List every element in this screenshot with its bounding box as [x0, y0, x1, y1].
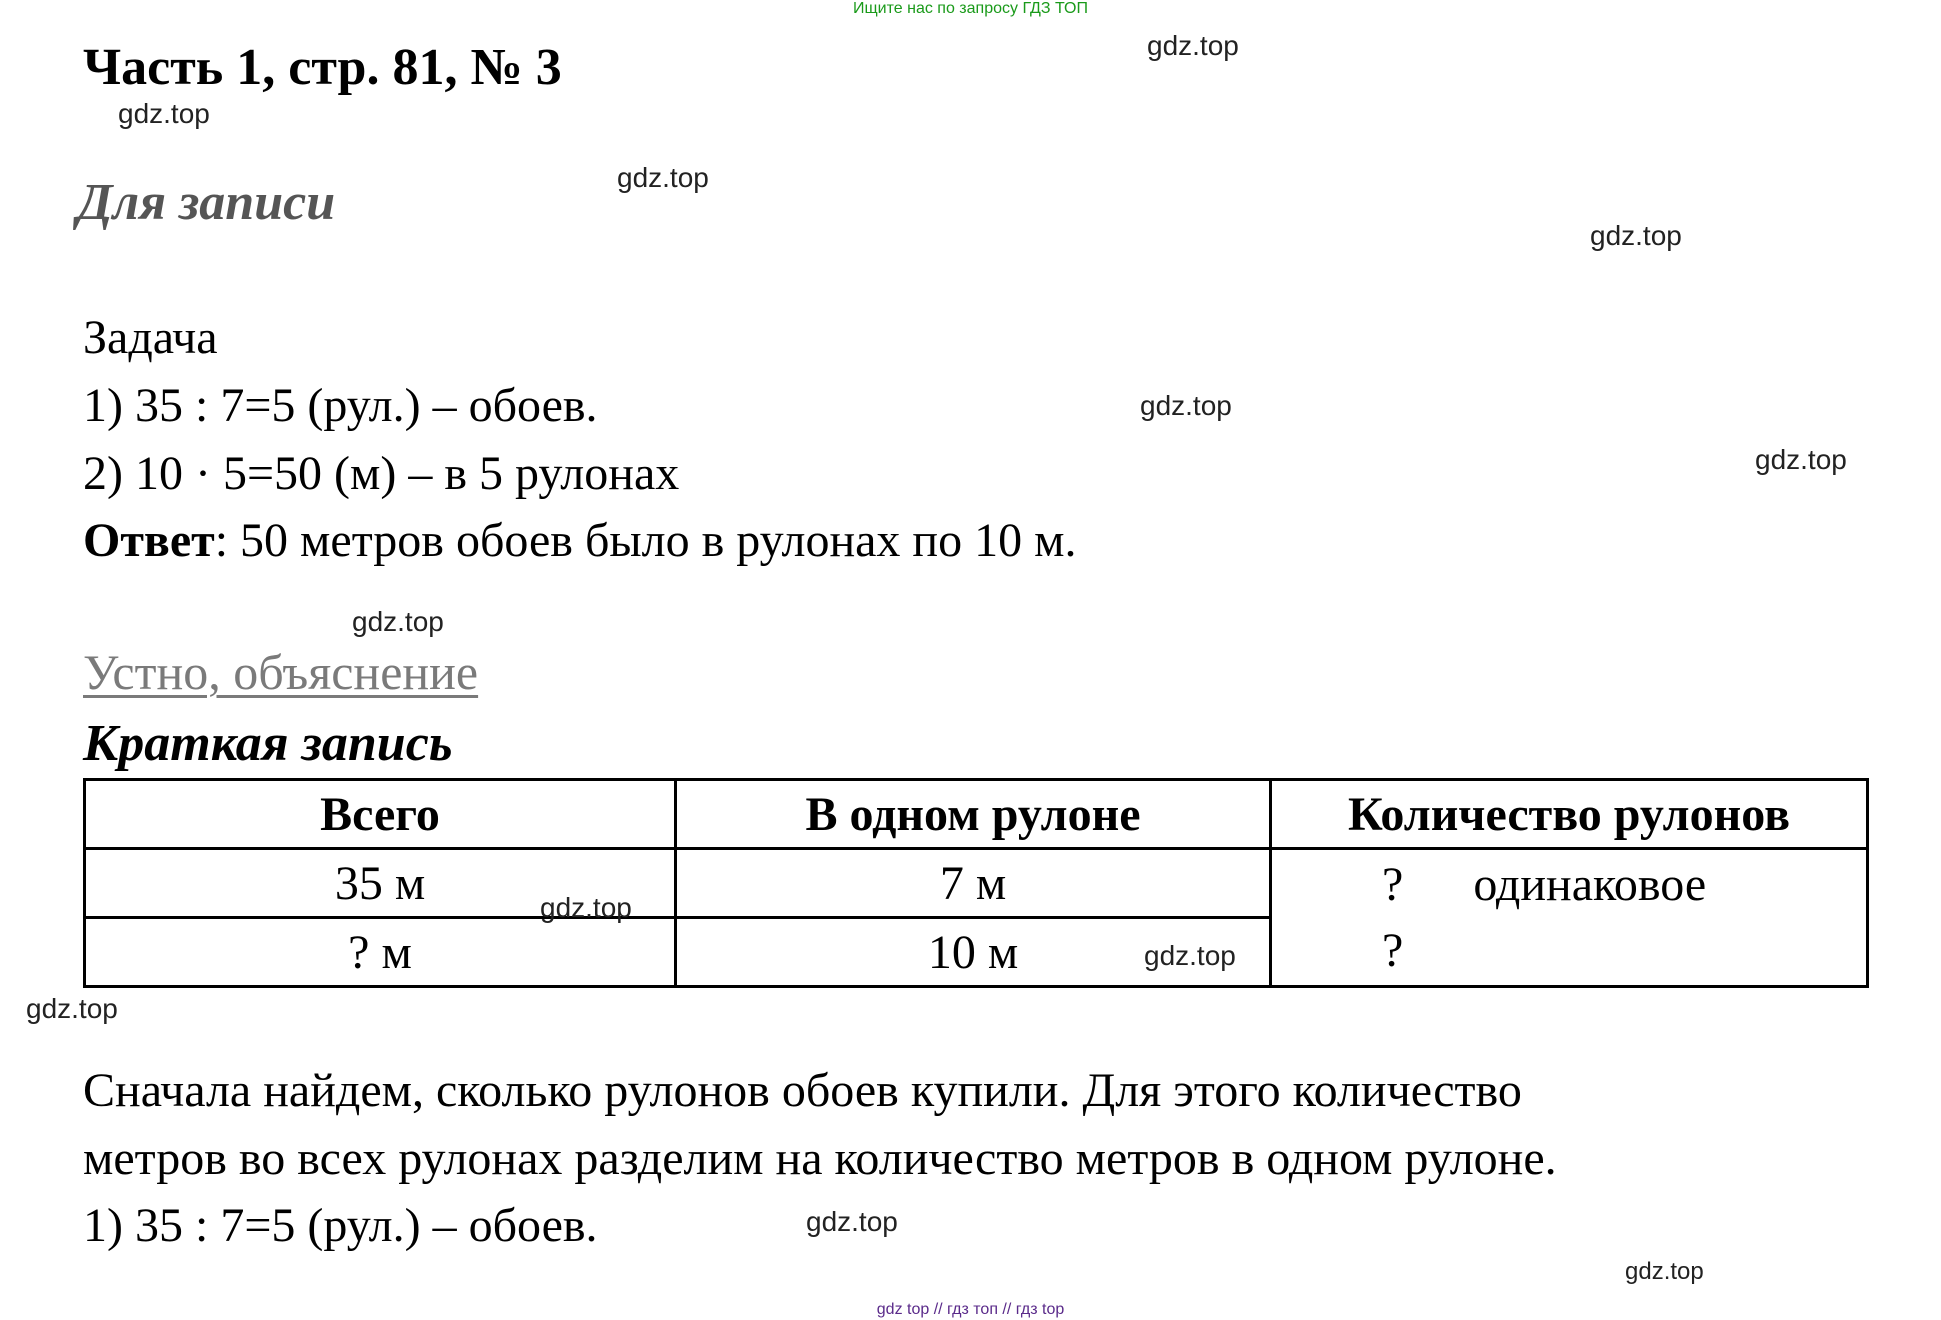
cell-total: 35 м [85, 849, 676, 918]
cell-roll-count [1271, 849, 1868, 987]
promo-banner-bottom: gdz top // гдз топ // гдз top [876, 1301, 1065, 1318]
watermark: gdz.top [352, 606, 444, 637]
short-record-heading: Краткая запись [83, 715, 453, 772]
answer-label: Ответ [83, 514, 215, 567]
header-total: Всего [85, 780, 676, 849]
page-title: Часть 1, стр. 81, № 3 [83, 39, 562, 96]
watermark: gdz.top [540, 892, 632, 923]
promo-banner-top: Ищите нас по запросу ГДЗ ТОП [853, 0, 1088, 17]
oral-explanation-heading: Устно, объяснение [83, 644, 479, 700]
table-row [85, 849, 1868, 918]
roll-count-question-2: ? [1382, 923, 1404, 977]
answer-line [83, 513, 1077, 568]
watermark: gdz.top [26, 993, 118, 1024]
watermark: gdz.top [1140, 390, 1232, 421]
answer-text: : 50 метров обоев было в рулонах по 10 м. [214, 514, 1077, 567]
watermark: gdz.top [1144, 940, 1236, 971]
header-roll-count: Количество рулонов [1271, 780, 1868, 849]
watermark: gdz.top [1590, 220, 1682, 251]
table-header-row [85, 780, 1868, 849]
watermark: gdz.top [1625, 1258, 1704, 1285]
watermark: gdz.top [617, 162, 709, 193]
roll-count-note: одинаковое [1473, 857, 1707, 911]
watermark: gdz.top [118, 98, 210, 129]
watermark: gdz.top [806, 1206, 898, 1237]
summary-table [83, 778, 1869, 988]
watermark: gdz.top [1147, 30, 1239, 61]
cell-per-roll: 10 м [676, 918, 1271, 987]
section-heading-for-record: Для записи [77, 174, 336, 231]
explanation-line-3: 1) 35 : 7=5 (рул.) – обоев. [83, 1199, 598, 1252]
cell-per-roll: 7 м [676, 849, 1271, 918]
header-per-roll: В одном рулоне [676, 780, 1271, 849]
solution-step-2: 2) 10 · 5=50 (м) – в 5 рулонах [83, 447, 680, 500]
explanation-line-1: Сначала найдем, сколько рулонов обоев купили. Для этого количество [83, 1064, 1522, 1117]
explanation-line-2: метров во всех рулонах разделим на количество метров в одном рулоне. [83, 1132, 1557, 1185]
roll-count-question-1: ? [1382, 857, 1404, 911]
cell-total: ? м [85, 918, 676, 987]
watermark: gdz.top [1755, 444, 1847, 475]
solution-step-1: 1) 35 : 7=5 (рул.) – обоев. [83, 379, 598, 432]
task-label: Задача [83, 311, 218, 364]
